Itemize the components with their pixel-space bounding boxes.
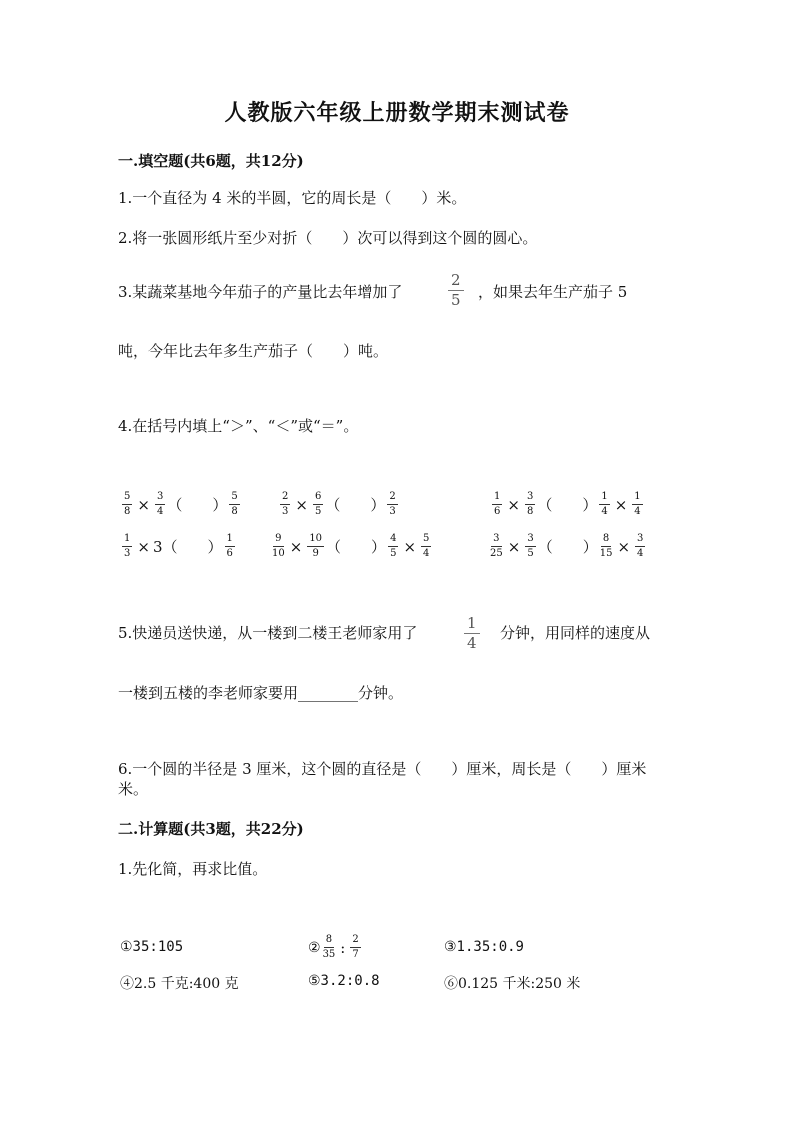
fraction xyxy=(599,492,609,517)
fraction xyxy=(635,534,645,559)
numerator: 3 xyxy=(635,534,645,547)
numerator: 5 xyxy=(229,492,239,505)
ratio-item-3: ③1.35:0.9 xyxy=(444,939,524,955)
numerator: 5 xyxy=(122,492,132,505)
numerator: 1 xyxy=(225,534,235,547)
times-sign: × xyxy=(617,537,631,556)
fraction xyxy=(388,534,398,559)
numerator: 2 xyxy=(387,492,397,505)
denominator: 7 xyxy=(352,949,359,960)
ratio-item-2 xyxy=(308,935,363,960)
numerator: 1 xyxy=(122,534,132,547)
ratio-item-1: ①35:105 xyxy=(120,939,184,955)
fraction xyxy=(350,935,360,960)
ratio-item-6: ⑥0.125 千米:250 米 xyxy=(444,976,581,992)
denominator: 5 xyxy=(314,506,322,517)
fraction xyxy=(490,534,503,559)
denominator: 10 xyxy=(272,548,285,559)
denominator: 4 xyxy=(423,548,430,559)
answer-blank[interactable]: （ ） xyxy=(167,496,228,514)
times-sign: × xyxy=(137,495,150,514)
times-sign: × xyxy=(289,537,303,556)
denominator: 9 xyxy=(312,548,319,559)
question-2-1: 1.先化简，再求比值。 xyxy=(118,860,268,878)
question-1-1: 1.一个直径为 4 米的半圆，它的周长是（ ）米。 xyxy=(118,189,467,207)
denominator: 3 xyxy=(124,548,131,559)
denominator: 8 xyxy=(231,506,238,517)
question-1-5-text-after: 分钟，用同样的速度从 xyxy=(500,624,651,642)
question-1-3-text: 3.某蔬菜基地今年茄子的产量比去年增加了 xyxy=(118,283,403,301)
section-2-heading: 二.计算题(共3题，共22分) xyxy=(118,820,304,838)
question-1-4-text: 4.在括号内填上“＞”、“＜”或“＝”。 xyxy=(118,417,359,435)
compare-item-2 xyxy=(278,492,400,517)
times-sign: × xyxy=(614,495,628,514)
question-1-5-text: 5.快递员送快递，从一楼到二楼王老师家用了 xyxy=(118,624,418,642)
ratio-item-5: ⑤3.2:0.8 xyxy=(308,973,380,989)
numerator: 1 xyxy=(492,492,502,505)
fraction-numerator: 2 xyxy=(448,273,464,291)
denominator: 25 xyxy=(490,548,503,559)
denominator: 3 xyxy=(282,506,289,517)
numerator: 3 xyxy=(155,492,165,505)
answer-blank[interactable]: （ ） xyxy=(537,538,598,556)
denominator: 6 xyxy=(494,506,501,517)
fraction xyxy=(525,534,535,559)
numerator: 4 xyxy=(388,534,398,547)
compare-item-6 xyxy=(488,534,647,559)
denominator: 8 xyxy=(124,506,131,517)
compare-item-1 xyxy=(120,492,242,517)
times-sign: × xyxy=(403,537,417,556)
fraction xyxy=(525,492,535,517)
question-1-3-line2: 吨，今年比去年多生产茄子（ ）吨。 xyxy=(118,342,389,360)
page-title: 人教版六年级上册数学期末测试卷 xyxy=(224,100,570,126)
question-1-3-fraction xyxy=(446,273,466,308)
section-1-heading: 一.填空题(共6题，共12分) xyxy=(118,152,304,170)
answer-blank[interactable]: （ ） xyxy=(537,496,598,514)
integer-three: 3 xyxy=(152,537,163,556)
fraction xyxy=(280,492,290,517)
answer-blank[interactable]: （ ） xyxy=(326,538,387,556)
answer-blank[interactable]: （ ） xyxy=(325,496,386,514)
ratio-item-4: ④2.5 千克:400 克 xyxy=(120,976,239,992)
times-sign: × xyxy=(137,537,150,556)
numerator: 10 xyxy=(307,534,324,547)
question-1-5-fraction xyxy=(462,616,482,651)
numerator: 2 xyxy=(280,492,290,505)
fraction-denominator: 4 xyxy=(467,634,477,652)
numerator: 1 xyxy=(632,492,642,505)
colon: : xyxy=(340,938,346,957)
denominator: 4 xyxy=(634,506,641,517)
denominator: 4 xyxy=(156,506,164,517)
fraction xyxy=(492,492,502,517)
denominator: 3 xyxy=(389,506,396,517)
fraction xyxy=(155,492,165,517)
denominator: 8 xyxy=(526,506,534,517)
fraction xyxy=(313,492,323,517)
item-number: ② xyxy=(308,939,321,956)
denominator: 35 xyxy=(322,949,336,960)
numerator: 3 xyxy=(491,534,501,547)
numerator: 5 xyxy=(421,534,431,547)
answer-blank[interactable]: （ ） xyxy=(162,538,223,556)
numerator: 2 xyxy=(350,935,360,948)
question-1-5-line2: 一楼到五楼的李老师家要用________分钟。 xyxy=(118,684,404,702)
question-1-2: 2.将一张圆形纸片至少对折（ ）次可以得到这个圆的圆心。 xyxy=(118,229,538,247)
question-1-6-line1: 6.一个圆的半径是 3 厘米，这个圆的直径是（ ）厘米，周长是（ ）厘米 xyxy=(118,760,647,778)
fraction xyxy=(632,492,642,517)
fraction xyxy=(122,492,132,517)
numerator: 9 xyxy=(273,534,283,547)
denominator: 4 xyxy=(601,506,608,517)
fraction-denominator: 5 xyxy=(451,291,461,309)
compare-item-4 xyxy=(120,534,237,559)
denominator: 15 xyxy=(599,548,613,559)
numerator: 6 xyxy=(313,492,323,505)
fraction xyxy=(387,492,397,517)
fraction xyxy=(225,534,235,559)
numerator: 3 xyxy=(525,534,535,547)
fraction xyxy=(272,534,285,559)
fraction-numerator: 1 xyxy=(464,616,480,634)
denominator: 5 xyxy=(390,548,397,559)
denominator: 5 xyxy=(527,548,534,559)
fraction xyxy=(122,534,132,559)
question-1-6-line2: 米。 xyxy=(118,780,149,798)
question-1-3-text-after: ，如果去年生产茄子 5 xyxy=(478,283,628,301)
compare-item-3 xyxy=(490,492,645,517)
times-sign: × xyxy=(507,537,521,556)
numerator: 1 xyxy=(599,492,609,505)
compare-item-5 xyxy=(270,534,433,559)
times-sign: × xyxy=(507,495,520,514)
fraction xyxy=(600,534,613,559)
numerator: 8 xyxy=(601,534,611,547)
fraction xyxy=(307,534,324,559)
denominator: 6 xyxy=(226,548,233,559)
fraction xyxy=(421,534,431,559)
denominator: 4 xyxy=(637,548,644,559)
fraction xyxy=(229,492,239,517)
numerator: 3 xyxy=(525,492,535,505)
numerator: 8 xyxy=(324,935,334,948)
fraction xyxy=(323,935,336,960)
times-sign: × xyxy=(295,495,308,514)
